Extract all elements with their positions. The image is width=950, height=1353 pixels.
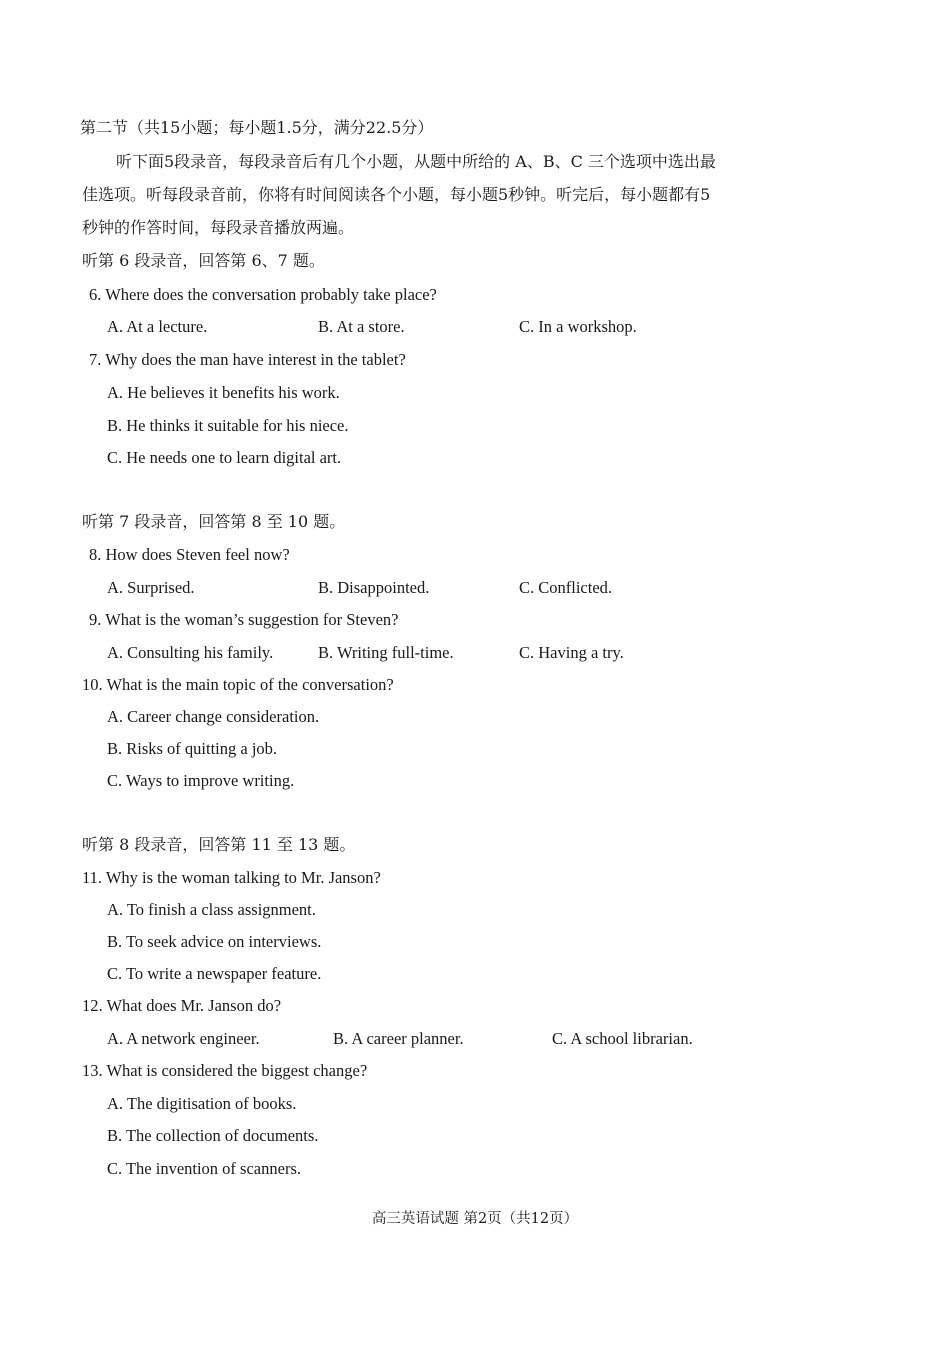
q12-option-c: C. A school librarian.: [552, 1029, 693, 1048]
question-9: 9. What is the woman’s suggestion for Steven?: [89, 610, 399, 629]
q13-option-a: A. The digitisation of books.: [107, 1094, 297, 1113]
question-12: 12. What does Mr. Janson do?: [82, 996, 282, 1015]
instructions-line-2: 佳选项。听每段录音前，你将有时间阅读各个小题，每小题5秒钟。听完后，每小题都有5: [82, 185, 711, 204]
question-7: 7. Why does the man have interest in the tablet?: [89, 350, 406, 369]
question-11: 11. Why is the woman talking to Mr. Janson?: [82, 868, 381, 887]
question-10: 10. What is the main topic of the conversation?: [82, 675, 394, 694]
q9-option-b: B. Writing full-time.: [318, 643, 454, 662]
q8-option-c: C. Conflicted.: [519, 578, 613, 597]
q6-option-a: A. At a lecture.: [107, 317, 208, 336]
q8-option-b: B. Disappointed.: [318, 578, 430, 597]
q6-option-c: C. In a workshop.: [519, 317, 637, 336]
q11-option-b: B. To seek advice on interviews.: [107, 932, 322, 951]
q13-option-b: B. The collection of documents.: [107, 1126, 319, 1145]
q7-option-a: A. He believes it benefits his work.: [107, 383, 340, 402]
question-13: 13. What is considered the biggest change?: [82, 1061, 368, 1080]
group-heading-8: 听第 8 段录音，回答第 11 至 13 题。: [82, 835, 356, 854]
q8-option-a: A. Surprised.: [107, 578, 195, 597]
q11-option-a: A. To finish a class assignment.: [107, 900, 316, 919]
q13-option-c: C. The invention of scanners.: [107, 1159, 301, 1178]
question-8: 8. How does Steven feel now?: [89, 545, 290, 564]
q11-option-c: C. To write a newspaper feature.: [107, 964, 322, 983]
q12-option-a: A. A network engineer.: [107, 1029, 260, 1048]
q10-option-a: A. Career change consideration.: [107, 707, 320, 726]
q6-option-b: B. At a store.: [318, 317, 405, 336]
group-heading-6: 听第 6 段录音，回答第 6、7 题。: [82, 251, 325, 270]
group-heading-7: 听第 7 段录音，回答第 8 至 10 题。: [82, 512, 346, 531]
q7-option-c: C. He needs one to learn digital art.: [107, 448, 342, 467]
question-6: 6. Where does the conversation probably take place?: [89, 285, 437, 304]
instructions-line-3: 秒钟的作答时间，每段录音播放两遍。: [82, 218, 355, 237]
instructions-line-1: 听下面5段录音，每段录音后有几个小题，从题中所给的 A、B、C 三个选项中选出最: [116, 152, 716, 171]
q12-option-b: B. A career planner.: [333, 1029, 464, 1048]
page-footer: 高三英语试题 第2页（共12页）: [371, 1211, 579, 1227]
section-header: 第二节（共15小题；每小题1.5分，满分22.5分）: [80, 118, 434, 137]
q9-option-c: C. Having a try.: [519, 643, 624, 662]
q10-option-c: C. Ways to improve writing.: [107, 771, 295, 790]
q10-option-b: B. Risks of quitting a job.: [107, 739, 278, 758]
q7-option-b: B. He thinks it suitable for his niece.: [107, 416, 349, 435]
q9-option-a: A. Consulting his family.: [107, 643, 274, 662]
